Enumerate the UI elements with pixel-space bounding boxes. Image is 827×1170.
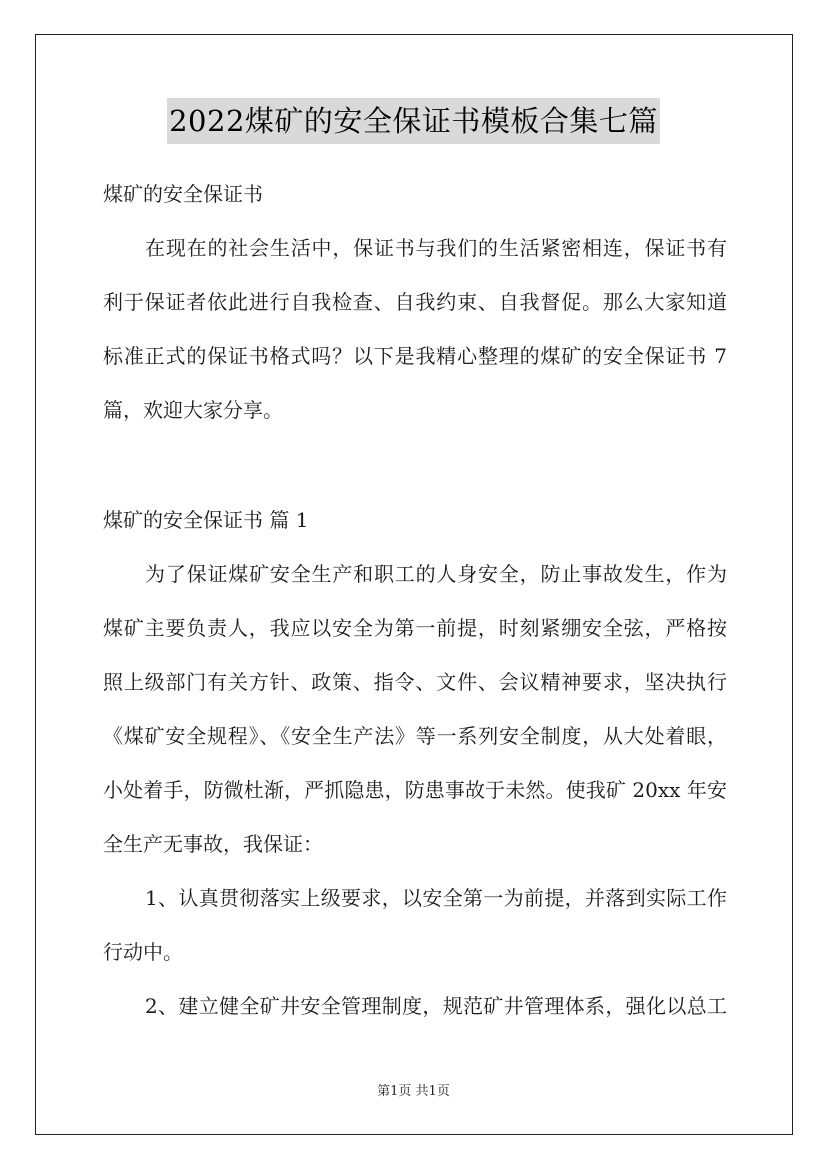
section-title: 煤矿的安全保证书 篇 1 — [103, 508, 309, 532]
intro-line-1: 在现在的社会生活中，保证书与我们的生活紧密相连，保证书有 — [145, 236, 727, 260]
body-line-6: 全生产无事故，我保证： — [103, 832, 323, 856]
body-line-5: 小处着手，防微杜渐，严抓隐患，防患事故于未然。使我矿 20xx 年安 — [103, 778, 727, 802]
body-line-7: 1、认真贯彻落实上级要求，以安全第一为前提，并落到实际工作 — [145, 886, 727, 910]
intro-line-2: 利于保证者依此进行自我检查、自我约束、自我督促。那么大家知道 — [103, 290, 727, 314]
document-title: 2022煤矿的安全保证书模板合集七篇 — [167, 98, 660, 144]
body-line-9: 2、建立健全矿井安全管理制度，规范矿井管理体系，强化以总工 — [145, 994, 727, 1018]
intro-line-4: 篇，欢迎大家分享。 — [103, 398, 283, 422]
title-container — [0, 98, 827, 144]
body-line-2: 煤矿主要负责人，我应以安全为第一前提，时刻紧绷安全弦，严格按 — [103, 616, 727, 640]
body-line-3: 照上级部门有关方针、政策、指令、文件、会议精神要求，坚决执行 — [103, 670, 727, 694]
body-line-4: 《煤矿安全规程》、《安全生产法》等一系列安全制度，从大处着眼， — [103, 724, 727, 748]
body-line-8: 行动中。 — [103, 940, 183, 964]
intro-line-3: 标准正式的保证书格式吗？以下是我精心整理的煤矿的安全保证书 7 — [103, 344, 727, 368]
body-line-1: 为了保证煤矿安全生产和职工的人身安全，防止事故发生，作为 — [145, 562, 727, 586]
page-footer: 第1页 共1页 — [377, 1084, 450, 1099]
document-heading: 煤矿的安全保证书 — [103, 182, 263, 206]
